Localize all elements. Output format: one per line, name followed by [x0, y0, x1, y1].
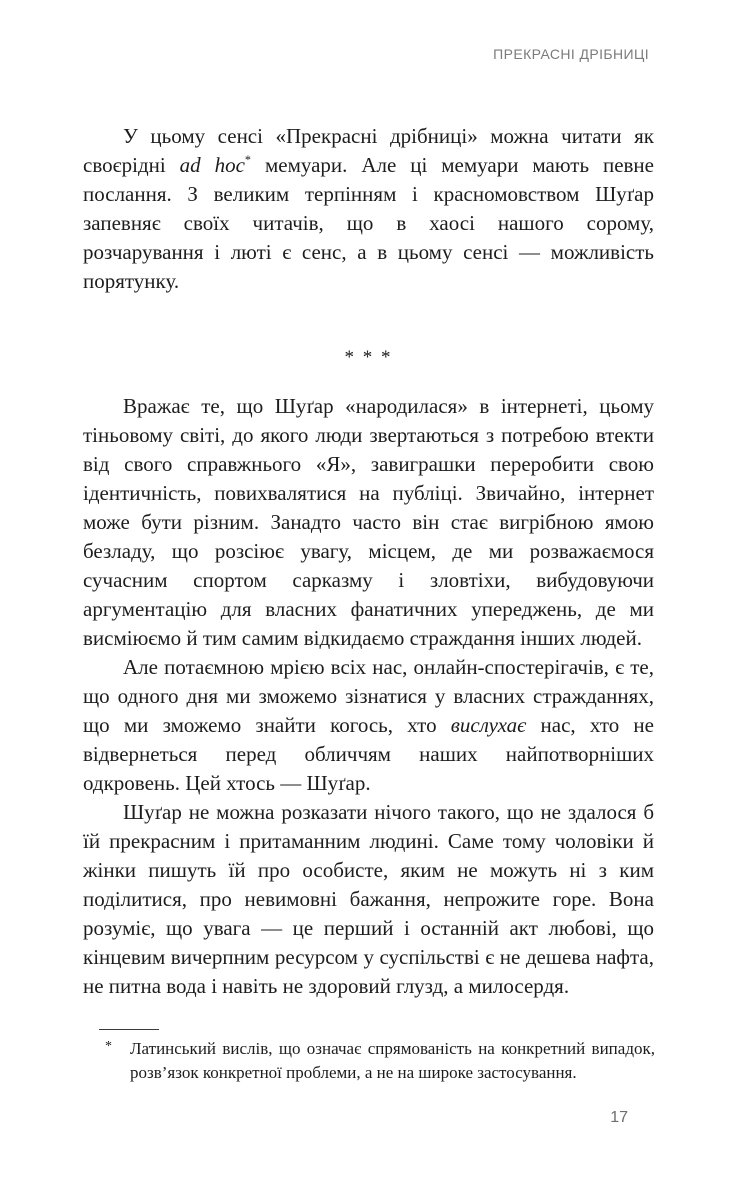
- paragraph: Але потаємною мрією всіх нас, онлайн-спостерігачів, є те, що одного дня ми зможемо зізнатися у власних стражданнях, що ми зможемо знайти когось, хто вислухає нас, хто не відвернеться перед обличчям наших найпотворніших одкровень. Цей хтось — Шуґар.: [83, 655, 654, 795]
- page-body: [83, 122, 654, 1001]
- page-number: 17: [610, 1109, 628, 1126]
- footnote-marker: *: [105, 1039, 112, 1054]
- footnote: [83, 1029, 655, 1084]
- footnote-text: Латинський вислів, що означає спрямованість на конкретний випадок, розв’язок конкретної проблеми, а не на широке застосування.: [130, 1039, 655, 1082]
- paragraph: У цьому сенсі «Прекрасні дрібниці» можна читати як своєрідні ad hoc* мемуари. Але ці мемуари мають певне послання. З великим терпінням і красномовством Шуґар запевняє своїх читачів, що в хаосі нашого сорому, розчарування і люті є сенс, а в цьому сенсі — можливість порятунку.: [83, 124, 654, 293]
- paragraph: Шуґар не можна розказати нічого такого, що не здалося б їй прекрасним і притаманним людині. Саме тому чоловіки й жінки пишуть їй про особисте, яким не можуть ні з ким поділитися, про невимовні бажання, непрожите горе. Вона розуміє, що увага — це перший і останній акт любові, що кінцевим вичерпним ресурсом у суспільстві є не дешева нафта, не питна вода і навіть не здоровий глузд, а милосердя.: [83, 800, 654, 998]
- footnote-divider: [99, 1029, 159, 1030]
- running-header: ПРЕКРАСНІ ДРІБНИЦІ: [493, 46, 649, 62]
- paragraph: Вражає те, що Шуґар «народилася» в інтернеті, цьому тіньовому світі, до якого люди звертаються з потребою втекти від свого справжнього «Я», завиграшки переробити свою ідентичність, повихвалятися на публіці. Звичайно, інтернет може бути різним. Занадто часто він стає вигрібною ямою безладу, що розсіює увагу, місцем, де ми розважаємося сучасним спортом сарказму і зловтіхи, вибудовуючи аргументацію для власних фанатичних упереджень, де ми висміюємо й тим самим відкидаємо страждання інших людей.: [83, 394, 654, 650]
- section-divider: * * *: [344, 347, 393, 368]
- footnote-entry: [83, 1037, 655, 1084]
